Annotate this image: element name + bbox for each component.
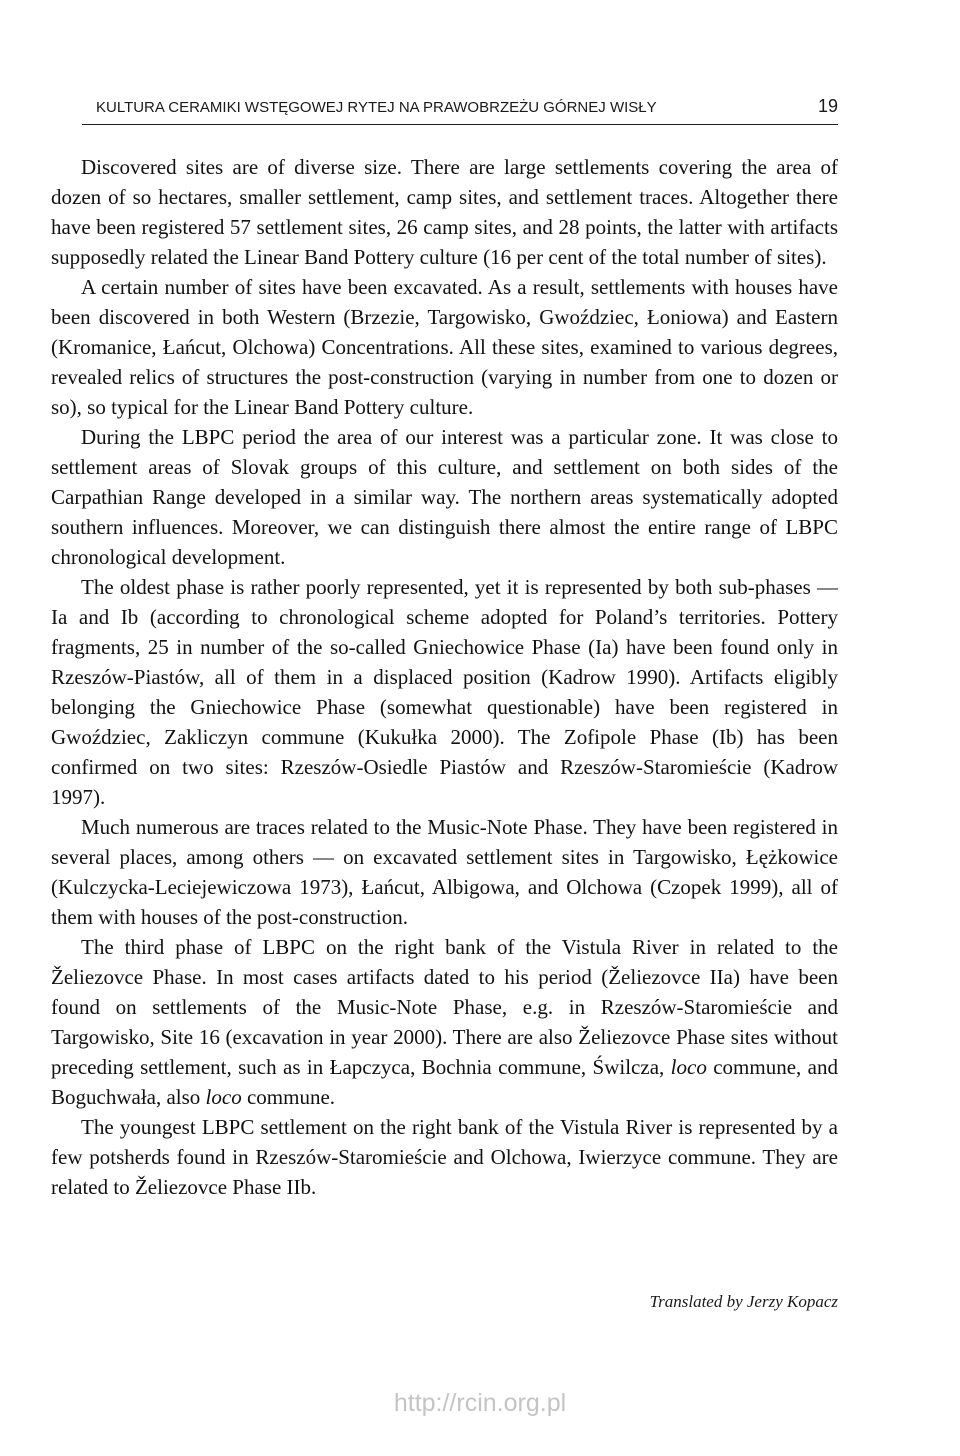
page-number: 19 xyxy=(817,96,838,116)
paragraph-2: A certain number of sites have been excavated. As a result, settlements with houses have been discovered in both Western (Brzezie, Targowisko, Gwoździec, Łoniowa) and Eastern (Kromanice, Łańcut, Olchowa) Concentrations. All these sites, examined to various degrees, revealed relics of structures the post-construction (varying in number from one to dozen or so), so typical for the Linear Band Pottery culture. xyxy=(51,275,838,419)
body-text xyxy=(51,152,838,1202)
paragraph-6-part-1: The third phase of LBPC on the right bank of the Vistula River in related to the Želiezovce Phase. In most cases artifacts dated to his period (Želiezovce IIa) have been found on settlements of the Music-Note Phase, e.g. in Rzeszów-Staromieście and Targowisko, Site 16 (excavation in year 2000). There are also Želiezovce Phase sites without preceding settlement, such as in Łapczyca, Bochnia commune, Świlcza, xyxy=(51,935,838,1079)
paragraph-4: The oldest phase is rather poorly represented, yet it is represented by both sub-phases — Ia and Ib (according to chronological scheme adopted for Poland’s territories. Pottery fragments, 25 in number of the so-called Gniechowice Phase (Ia) have been found only in Rzeszów-Piastów, all of them in a displaced position (Kadrow 1990). Artifacts eligibly belonging the Gniechowice Phase (somewhat questionable) have been registered in Gwoździec, Zakliczyn commune (Kukułka 2000). The Zofipole Phase (Ib) has been confirmed on two sites: Rzeszów-Osiedle Piastów and Rzeszów-Staromieście (Kadrow 1997). xyxy=(51,575,838,809)
paragraph-6-part-3: commune. xyxy=(241,1085,336,1109)
running-head xyxy=(82,96,838,125)
paragraph-6 xyxy=(51,932,838,1112)
paragraph-3: During the LBPC period the area of our interest was a particular zone. It was close to settlement areas of Slovak groups of this culture, and settlement on both sides of the Carpathian Range developed in a similar way. The northern areas systematically adopted southern influences. Moreover, we can distinguish there almost the entire range of LBPC chronological development. xyxy=(51,425,838,569)
paragraph-7: The youngest LBPC settlement on the right bank of the Vistula River is represented by a few potsherds found in Rzeszów-Staromieście and Olchowa, Iwierzyce commune. They are related to Želiezovce Phase IIb. xyxy=(51,1115,838,1199)
paragraph-1: Discovered sites are of diverse size. There are large settlements covering the area of dozen of so hectares, smaller settlement, camp sites, and settlement traces. Altogether there have been registered 57 settlement sites, 26 camp sites, and 28 points, the latter with artifacts supposedly related the Linear Band Pottery culture (16 per cent of the total number of sites). xyxy=(51,155,838,269)
paragraph-6-italic-loco-2: loco xyxy=(205,1085,242,1109)
running-head-title: KULTURA CERAMIKI WSTĘGOWEJ RYTEJ NA PRAWOBRZEŻU GÓRNEJ WISŁY xyxy=(96,99,657,116)
paragraph-6-part-2: commune, and Boguchwała, also xyxy=(51,1055,838,1109)
translator-credit: Translated by Jerzy Kopacz xyxy=(649,1292,838,1311)
paragraph-6-italic-loco-1: loco xyxy=(670,1055,707,1079)
source-url-watermark: http://rcin.org.pl xyxy=(393,1389,567,1417)
paragraph-5: Much numerous are traces related to the Music-Note Phase. They have been registered in several places, among others — on excavated settlement sites in Targowisko, Łężkowice (Kulczycka-Leciejewiczowa 1973), Łańcut, Albigowa, and Olchowa (Czopek 1999), all of them with houses of the post-construction. xyxy=(51,815,838,929)
